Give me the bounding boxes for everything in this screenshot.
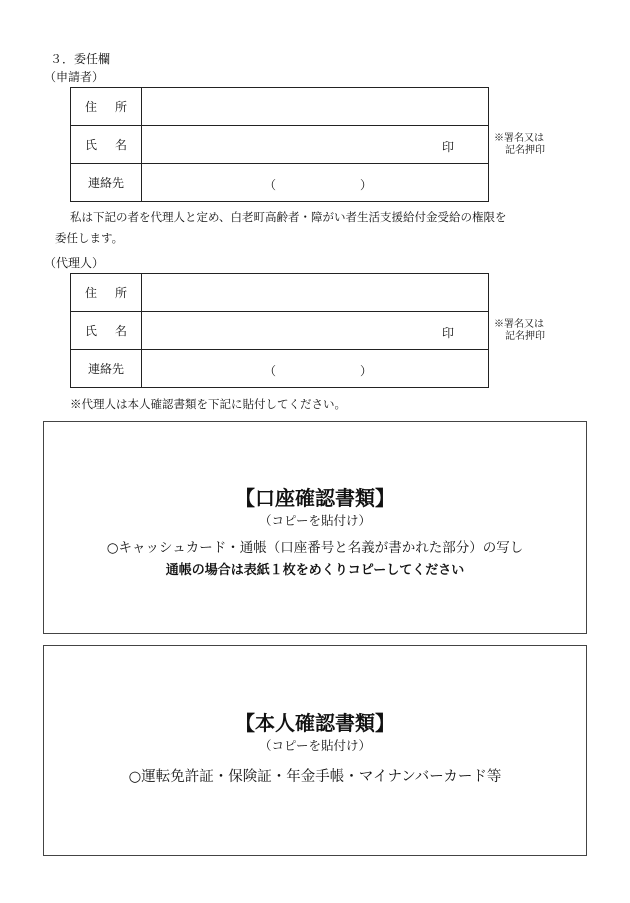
sign-note-line1: ※署名又は [494,133,544,144]
agent-label: （代理人） [44,256,105,270]
id-document-box [43,645,587,856]
sign-note-line2: 記名押印 [505,145,545,156]
bank-box-line2: 通帳の場合は表紙１枚をめくりコピーしてください [165,563,465,578]
name-label: 氏 名 [71,312,142,350]
paren-open: （ [264,364,277,378]
agent-contact-field[interactable] [142,350,489,388]
delegation-text-line1: 私は下記の者を代理人と定め、白老町高齢者・障がい者生活支援給付金受給の権限を [70,210,507,224]
bank-box-title: 【口座確認書類】 [235,486,395,510]
seal-mark: 印 [441,140,454,154]
applicant-name-field[interactable] [142,126,489,164]
agent-name-field[interactable] [142,312,489,350]
agent-table [70,273,489,388]
contact-label: 連絡先 [71,350,142,388]
agent-note: ※代理人は本人確認書類を下記に貼付してください。 [70,397,346,411]
agent-address-field[interactable] [142,274,489,312]
address-label: 住 所 [71,274,142,312]
applicant-address-field[interactable] [142,88,489,126]
id-box-line1: ○運転免許証・保険証・年金手帳・マイナンバーカード等 [128,769,502,785]
sign-note-line1: ※署名又は [494,319,544,330]
contact-label: 連絡先 [71,164,142,202]
paren-close: ） [360,364,373,378]
name-label: 氏 名 [71,126,142,164]
paren-open: （ [264,178,277,192]
sign-note-line2: 記名押印 [505,331,545,342]
delegation-text-line2: 委任します。 [55,231,124,245]
id-box-subtitle: （コピーを貼付け） [258,738,371,753]
bank-document-box [43,421,587,634]
section-heading: ３．委任欄 [50,52,111,66]
paren-close: ） [360,178,373,192]
bank-box-line1: ○キャッシュカード・通帳（口座番号と名義が書かれた部分）の写し [106,540,524,556]
bank-box-subtitle: （コピーを貼付け） [258,513,371,528]
applicant-label: （申請者） [44,70,105,84]
address-label: 住 所 [71,88,142,126]
applicant-contact-field[interactable] [142,164,489,202]
seal-mark: 印 [441,326,454,340]
applicant-table [70,87,489,202]
id-box-title: 【本人確認書類】 [235,711,395,735]
